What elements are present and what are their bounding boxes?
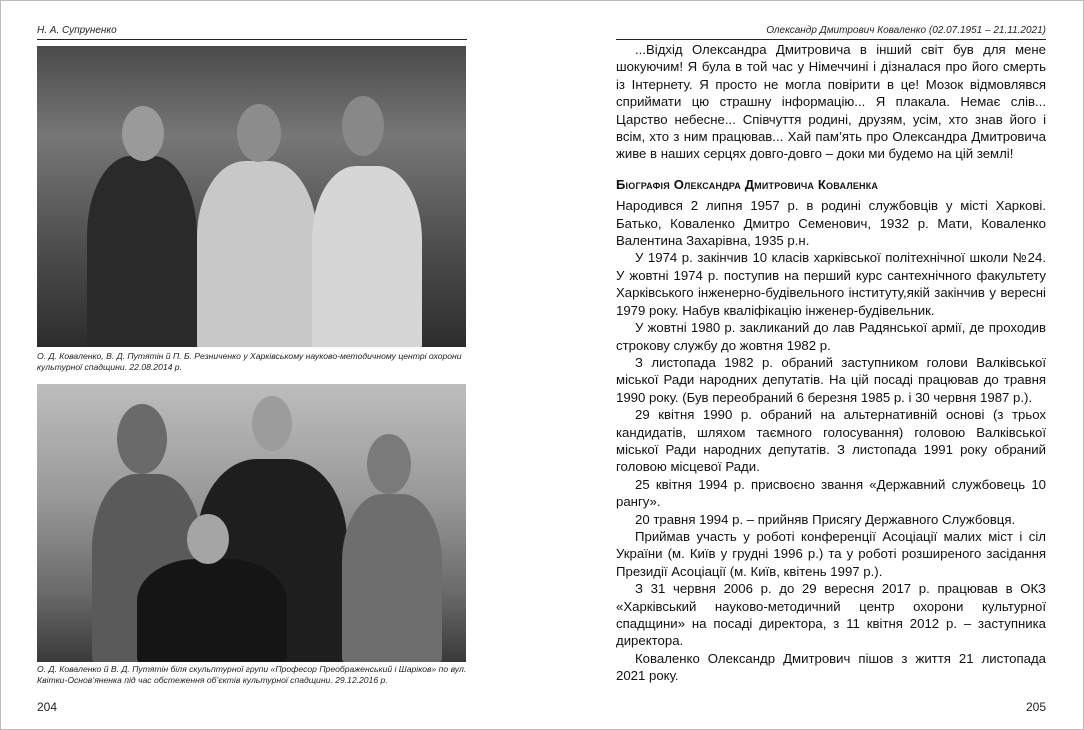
- photo-sculpture-group: [37, 384, 466, 662]
- paragraph: З листопада 1982 р. обраний заступником голови Валківської міської Ради народних депутатів. На цій посаді працював до травня 1990 року. (Був переобраний 6 березня 1985 р. і 30 червня 1987 р.).: [616, 354, 1046, 405]
- paragraph: 25 квітня 1994 р. присвоєно звання «Державний службовець 10 рангу».: [616, 476, 1046, 510]
- paragraph: У жовтні 1980 р. закликаний до лав Радянської армії, де проходив строкову службу до жовтня 1982 р.: [616, 320, 1046, 353]
- paragraph: З 31 червня 2006 р. до 29 вересня 2017 р. працював в ОКЗ «Харківський науково-методичний центр охорони культурної спадщини» на посаді директора, з 11 квітня 2012 р. – заступника директора.: [616, 581, 1046, 649]
- paragraph: Народився 2 липня 1957 р. в родині службовців у місті Харкові. Батько, Коваленко Дмитро Семенович, 1932 р. Мати, Коваленко Валентина Захарівна, 1935 р.н.: [616, 198, 1046, 249]
- photo-caption-2: О. Д. Коваленко й В. Д. Путятін біля скульптурної групи «Професор Преображенський і Шаріков» по вул. Квітки-Основ’яненка під час обстеження об’єктів культурної спадщини. 29.12.2016 р.: [37, 664, 467, 685]
- running-header-right: Олександр Дмитрович Коваленко (02.07.1951 – 21.11.2021): [616, 25, 1046, 40]
- section-heading: Біографія Олександра Дмитровича Коваленка: [616, 176, 879, 192]
- page-number-left: 204: [37, 700, 58, 714]
- running-header-left: Н. А. Супруненко: [37, 25, 467, 40]
- page-number-right: 205: [1026, 700, 1047, 714]
- paragraph: Приймав участь у роботі конференції Асоціації малих міст і сіл України (м. Київ у грудні 1996 р.) та у роботі розширеного засідання Президії Асоціації (м. Київ, квітень 1997 р.).: [616, 528, 1046, 579]
- article-body: [616, 41, 1046, 685]
- photo-three-men: [37, 46, 466, 347]
- photo-caption-1: О. Д. Коваленко, В. Д. Путятін й П. Б. Резниченко у Харківському науково-методичному центрі охорони культурної спадщини. 22.08.2014 р.: [37, 351, 462, 372]
- paragraph: У 1974 р. закінчив 10 класів харківської політехнічної школи №24. У жовтні 1974 р. поступив на перший курс сантехнічного факультету Харківського інженерно-будівельного інституту,якій закінчив у вересні 1979 року. Набув кваліфікацію інженер-будівельник.: [616, 250, 1046, 318]
- intro-paragraph: ...Відхід Олександра Дмитровича в інший світ був для мене шокуючим! Я була в той час у Німеччині і дізналася про його смерть із Інтернету. Я просто не могла повірити в це! Мозок відмовлявся сприймати цю страшну інформацію... Я плакала. Немає слів... Царство небесне... Співчуття родині, друзям, усім, хто знав його і всім, хто з ним працював... Хай пам’ять про Олександра Дмитровича живе в наших серцях довго-довго – доки ми будемо на цій землі!: [616, 42, 1046, 162]
- paragraph: 20 травня 1994 р. – прийняв Присягу Державного Службовця.: [635, 511, 1016, 527]
- paragraph: 29 квітня 1990 р. обраний на альтернативній основі (з трьох кандидатів, шляхом таємного голосування) головою Валківської міської Ради народних депутатів. З листопада 1991 року обраний головою місцевої Ради.: [616, 407, 1046, 475]
- paragraph: Коваленко Олександр Дмитрович пішов з життя 21 листопада 2021 року.: [616, 650, 1046, 684]
